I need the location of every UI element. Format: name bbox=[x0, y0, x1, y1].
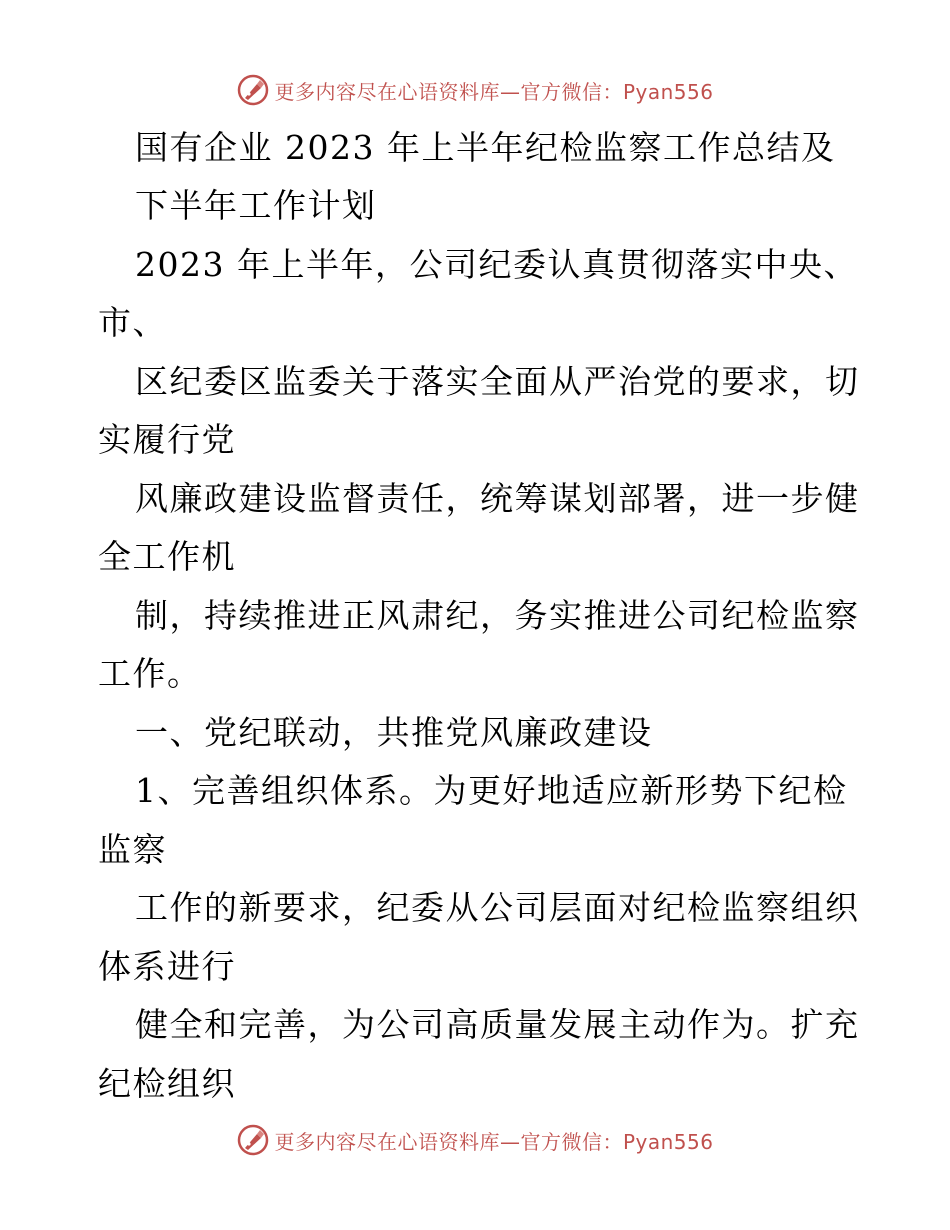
paragraph-line: 全工作机 bbox=[98, 537, 236, 576]
document-subtitle: 下半年工作计划 bbox=[135, 186, 377, 225]
paragraph-line: 工作。 bbox=[98, 654, 202, 693]
paragraph-line: 1、完善组织体系。为更好地适应新形势下纪检 bbox=[135, 771, 848, 810]
paragraph-line: 健全和完善，为公司高质量发展主动作为。扩充 bbox=[135, 1005, 860, 1044]
paragraph-line: 监察 bbox=[98, 830, 167, 869]
pen-nib-circle-icon bbox=[236, 1123, 270, 1157]
paragraph-line: 实履行党 bbox=[98, 420, 236, 459]
pen-nib-circle-icon bbox=[236, 73, 270, 107]
paragraph-line: 2023 年上半年，公司纪委认真贯彻落实中央、 bbox=[135, 245, 858, 284]
paragraph-line: 区纪委区监委关于落实全面从严治党的要求，切 bbox=[135, 362, 860, 401]
paragraph-line: 体系进行 bbox=[98, 947, 236, 986]
watermark-text: 更多内容尽在心语资料库—官方微信：Pyan556 bbox=[274, 79, 714, 104]
paragraph-line: 风廉政建设监督责任，统筹谋划部署，进一步健 bbox=[135, 479, 860, 518]
paragraph-line: 市、 bbox=[98, 303, 167, 342]
paragraph-line: 制，持续推进正风肃纪，务实推进公司纪检监察 bbox=[135, 596, 860, 635]
watermark-text: 更多内容尽在心语资料库—官方微信：Pyan556 bbox=[274, 1129, 714, 1154]
paragraph-line: 纪检组织 bbox=[98, 1064, 236, 1103]
paragraph-line: 工作的新要求，纪委从公司层面对纪检监察组织 bbox=[135, 888, 860, 927]
section-heading: 一、党纪联动，共推党风廉政建设 bbox=[135, 713, 653, 752]
document-title: 国有企业 2023 年上半年纪检监察工作总结及 bbox=[135, 128, 836, 167]
footer-watermark bbox=[0, 1120, 950, 1160]
header-watermark bbox=[0, 70, 950, 110]
